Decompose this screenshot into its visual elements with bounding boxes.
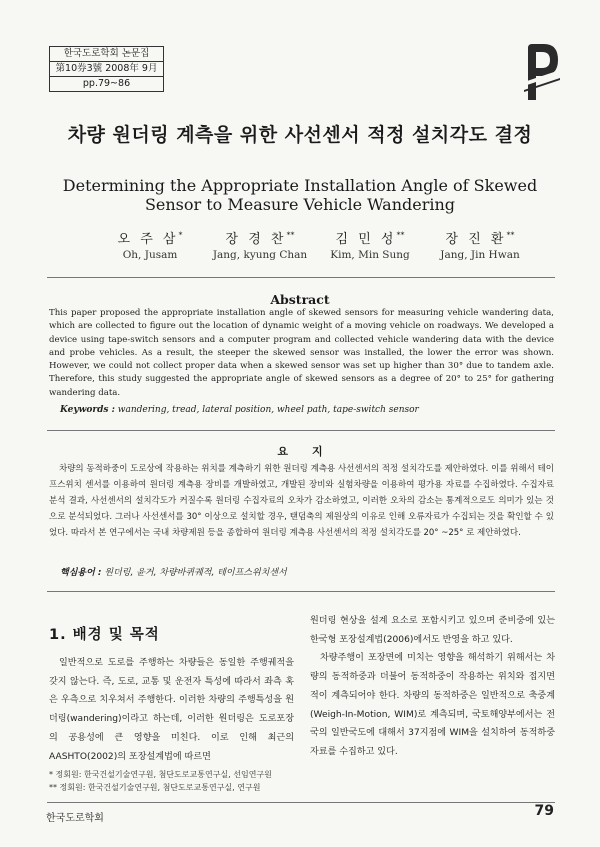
author-list: [95, 228, 535, 261]
footnote: * 정회원: 한국건설기술연구원, 첨단도로교통연구실, 선임연구원: [49, 770, 272, 779]
author-name-ko: 장 경 찬: [225, 232, 287, 247]
author: [205, 228, 315, 261]
divider: [47, 802, 555, 803]
body-paragraph: 일반적으로 도로를 주행하는 차량들은 동일한 주행궤적을 갖지 않는다. 즉, 도로, 교통 및 운전자 특성에 따라서 좌측 혹은 우측으로 치우쳐서 주행한다. 이러한 차량의 주행특성을 원더링(wandering)이라고 하는데, 이러한 원더링은 도로포장의 공용성에 큰 영향을 미친다. 이로 인해 최근의 AASHTO(2002)의 포장설계법에 따르면: [49, 658, 294, 762]
footnotes: [49, 768, 299, 794]
author-name-ko: 장 진 환: [445, 232, 507, 247]
author-name-ko: 오 주 삼: [117, 232, 179, 247]
keywords: [60, 405, 550, 415]
title-english: Determining the Appropriate Installation Angle of Skewed Sensor to Measure Vehicle Wandering: [62, 176, 538, 214]
divider: [47, 430, 555, 431]
body-paragraph: 원더링 현상을 설계 요소로 포함시키고 있으며 준비중에 있는 한국형 포장설계법(2006)에서도 반영을 하고 있다.: [310, 616, 555, 645]
journal-name: 한국도로학회 논문집: [50, 47, 163, 62]
author-name-en: Oh, Jusam: [122, 249, 178, 261]
korean-keywords: [60, 565, 550, 578]
korean-keywords-label: 핵심용어 :: [60, 568, 102, 578]
journal-logo-icon: [522, 42, 562, 104]
abstract-heading: Abstract: [270, 292, 330, 307]
abstract-text: This paper proposed the appropriate installation angle of skewed sensors for measuring vehicle wandering data, which are collected to figure out the location of dynamic weight of a moving vehicle on roadways. We developed a device using tape-switch sensors and a computer program and collected vehicle wandering data with the device and probe vehicles. As a result, the steeper the skewed sensor was installed, the lower the error was shown. However, we could not collect proper data when a skewed sensor was set up higher than 30° due to tandem axle. Therefore, this study suggested the appropriate angle of skewed sensors as a degree of 20° to 25° for gathering wandering data.: [49, 308, 554, 398]
section-heading: 1. 배경 및 목적: [49, 627, 160, 643]
body-paragraph: 차량주행이 포장면에 미치는 영향을 해석하기 위해서는 차량의 동적하중과 더불어 동적하중이 작용하는 위치와 접지면적이 계측되어야 한다. 차량의 동적하중은 일반적으로 축중계(Weigh-In-Motion, WIM)로 계측되며, 국토해양부에서는 전국의 일반국도에 대해서 37지점에 WIM을 설치하여 동적하중 자료를 수집하고 있다.: [310, 653, 555, 757]
author-name-en: Kim, Min Sung: [330, 249, 410, 261]
korean-keywords-text: 원더링, 윤거, 차량바퀴궤적, 테이프스위치센서: [104, 568, 287, 578]
author-mark: **: [506, 230, 515, 240]
author: [425, 228, 535, 261]
page-number: 79: [534, 803, 554, 819]
body-column-right: [310, 612, 555, 762]
keywords-label: Keywords :: [60, 405, 115, 415]
journal-volume: 第10券3號 2008年 9月: [50, 62, 163, 77]
divider: [47, 591, 555, 592]
journal-info-box: [49, 46, 164, 92]
footer-journal-name: 한국도로학회: [46, 813, 104, 824]
footnote: ** 정회원: 한국건설기술연구원, 첨단도로교통연구실, 연구원: [49, 783, 261, 792]
korean-abstract-heading: 요지: [277, 445, 347, 458]
author-mark: **: [396, 230, 405, 240]
author-name-ko: 김 민 성: [335, 232, 397, 247]
korean-abstract-text: 차량의 동적하중이 도로상에 작용하는 위치를 계측하기 위한 원더링 계측용 사선센서의 적정 설치각도를 제안하였다. 이를 위해서 테이프스위치 센서를 이용하여 원더링 계측용 장비를 개발하였고, 개발된 장비와 실험차량을 이용하여 평가용 자료를 수집하였다. 수집자료 분석 결과, 사선센서의 설치각도가 커질수록 원더링 수집자료의 오차가 감소하였고, 이러한 오차의 감소는 통계적으로도 의미가 있는 것으로 분석되었다. 그러나 사선센서를 30° 이상으로 설치할 경우, 탠덤축의 제원상의 이유로 인해 오류자료가 수집되는 것을 확인할 수 있었다. 따라서 본 연구에서는 국내 차량제원 등을 종합하여 원더링 계측용 사선센서의 적정 설치각도를 20° ~25° 로 제안하였다.: [49, 464, 554, 538]
author: [95, 228, 205, 261]
author-mark: **: [286, 230, 295, 240]
body-column-left: [49, 654, 294, 766]
author-name-en: Jang, kyung Chan: [212, 249, 308, 261]
author-name-en: Jang, Jin Hwan: [440, 249, 520, 261]
journal-pages: pp.79~86: [82, 78, 131, 89]
title-korean: 차량 원더링 계측을 위한 사선센서 적정 설치각도 결정: [67, 124, 533, 146]
author: [315, 228, 425, 261]
keywords-text: wandering, tread, lateral position, wheel path, tape-switch sensor: [117, 405, 419, 415]
author-mark: *: [178, 230, 183, 240]
divider: [47, 277, 555, 278]
korean-abstract: [49, 461, 554, 541]
